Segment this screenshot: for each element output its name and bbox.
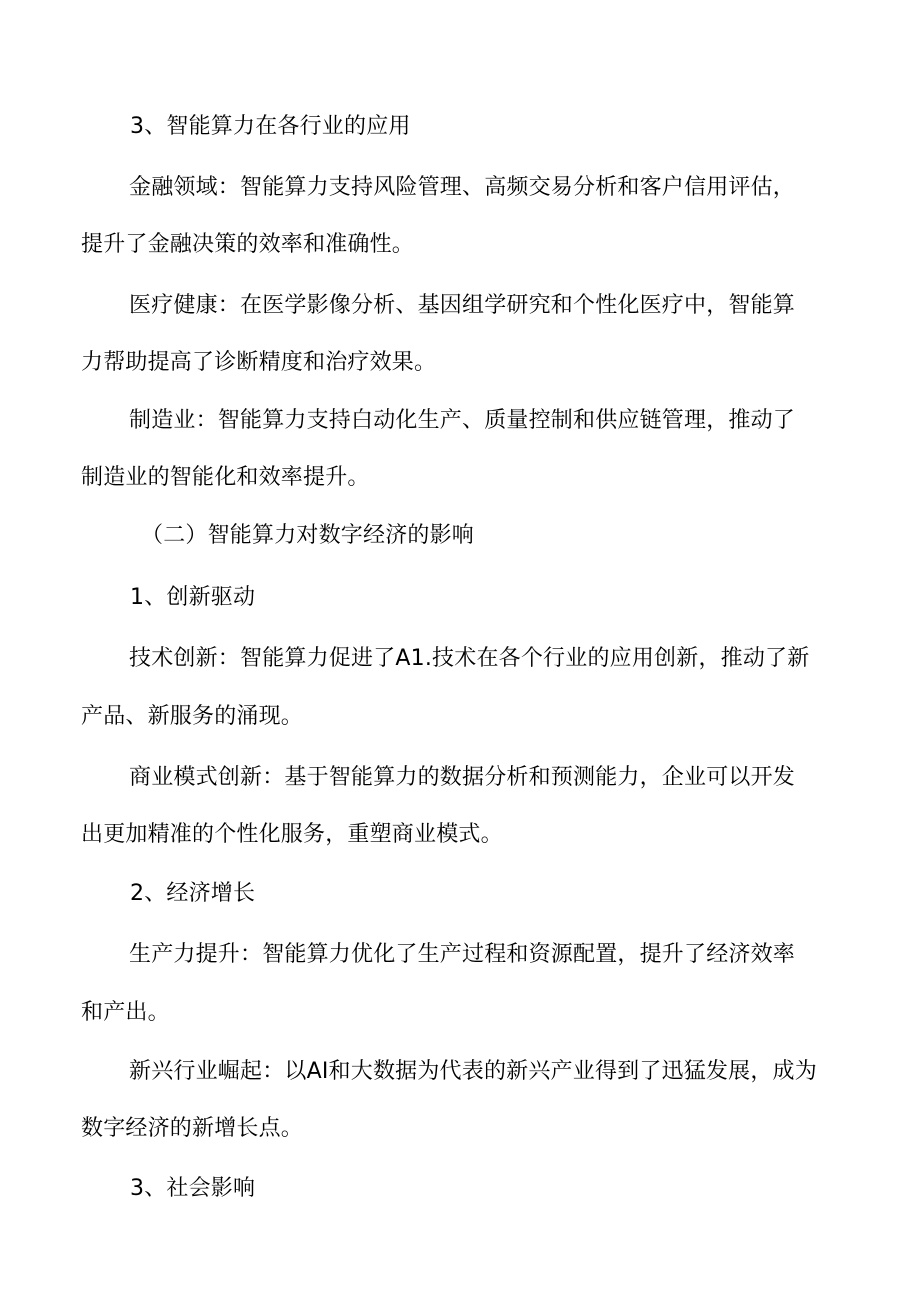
paragraph-productivity-line-1: 生产力提升：智能算力优化了生产过程和资源配置，提升了经济效率 [129,942,796,967]
paragraph-business-model-line-2: 出更加精准的个性化服务，重塑商业模式。 [81,822,503,847]
paragraph-manufacturing-line-1: 制造业：智能算力支持白动化生产、质量控制和供应链管理，推动了 [129,408,796,433]
section-heading-digital-economy-impact: （二）智能算力对数字经济的影响 [141,523,475,548]
section-heading-industry-applications: 3、智能算力在各行业的应用 [130,114,411,139]
paragraph-finance-line-1: 金融领域：智能算力支持风险管理、高频交易分析和客户信用评估， [129,175,796,200]
paragraph-emerging-industries-line-2: 数字经济的新增长点。 [81,1116,304,1141]
paragraph-finance-line-2: 提升了金融决策的效率和准确性。 [81,232,415,257]
subheading-economic-growth: 2、经济增长 [130,881,256,906]
paragraph-manufacturing-line-2: 制造业的智能化和效率提升。 [81,465,370,490]
paragraph-healthcare-line-1: 医疗健康：在医学影像分析、基因组学研究和个性化医疗中，智能算 [129,293,796,318]
subheading-social-impact: 3、社会影响 [130,1176,256,1201]
paragraph-tech-innovation-line-1: 技术创新：智能算力促进了A1.技术在各个行业的应用创新，推动了新 [129,646,810,671]
paragraph-business-model-line-1: 商业模式创新：基于智能算力的数据分析和预测能力，企业可以开发 [129,765,796,790]
paragraph-tech-innovation-line-2: 产品、新服务的涌现。 [81,704,304,729]
paragraph-healthcare-line-2: 力帮助提高了诊断精度和治疗效果。 [81,350,437,375]
paragraph-productivity-line-2: 和产出。 [81,1000,170,1025]
paragraph-emerging-industries-line-1: 新兴行业崛起：以AI和大数据为代表的新兴产业得到了迅猛发展，成为 [129,1059,817,1084]
subheading-innovation-driven: 1、创新驱动 [130,585,256,610]
